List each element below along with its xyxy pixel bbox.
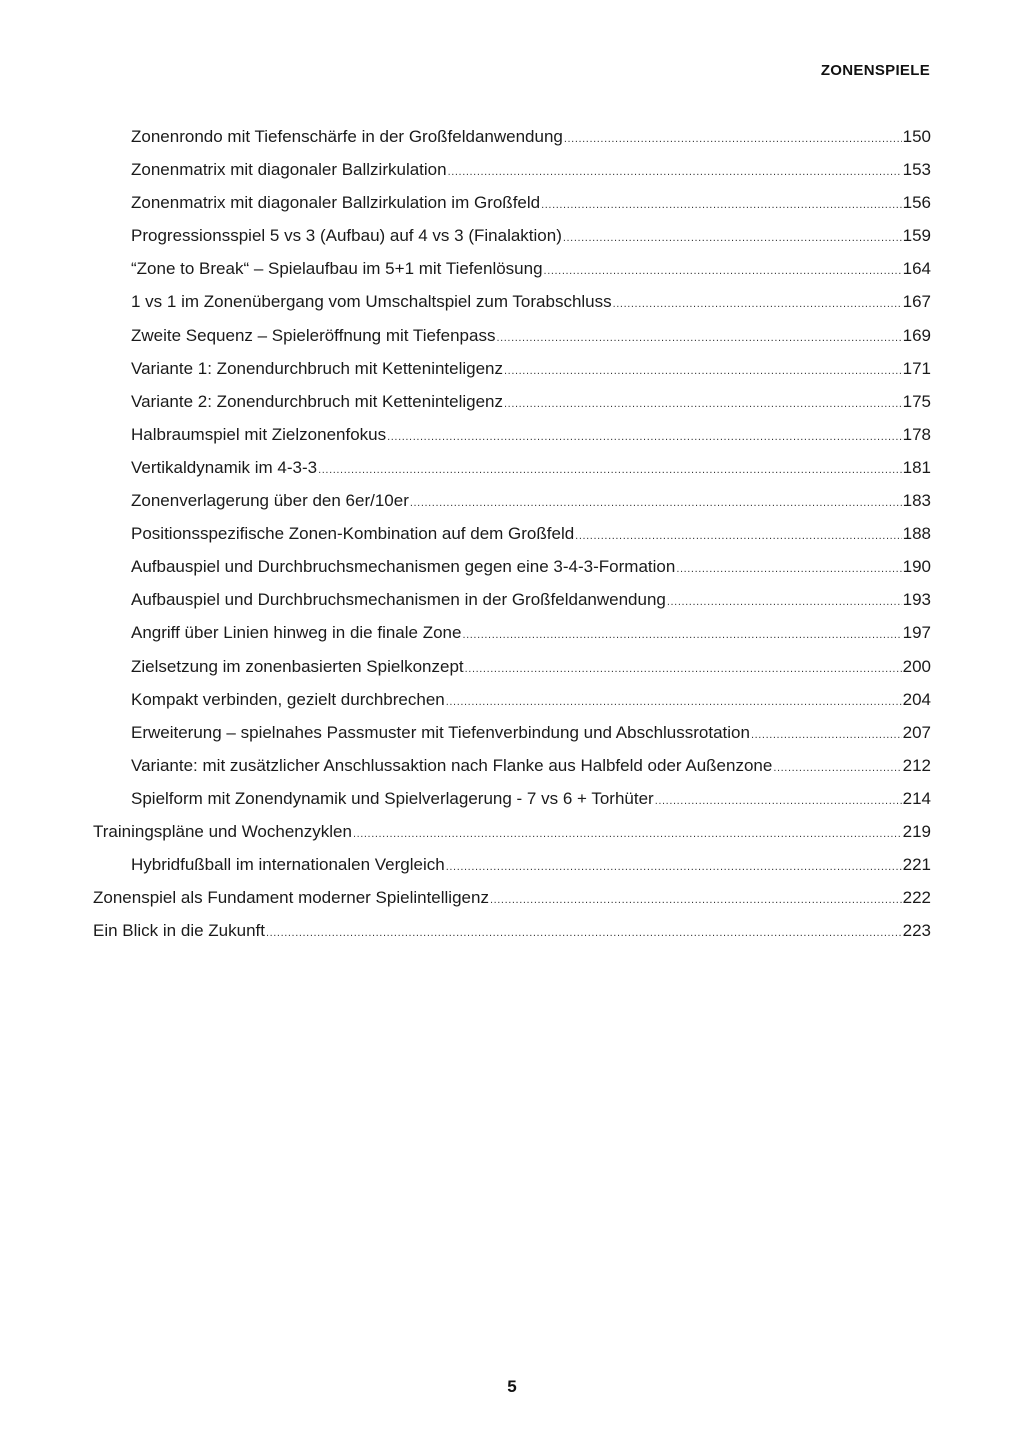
toc-entry-title: Trainingspläne und Wochenzyklen [93,821,352,841]
toc-entry-title: “Zone to Break“ – Spielaufbau im 5+1 mit Tiefenlösung [131,259,543,279]
toc-entry-title: 1 vs 1 im Zonenübergang vom Umschaltspiel zum Torabschluss [131,292,612,312]
toc-entry-title: Angriff über Linien hinweg in die finale Zone [131,623,462,643]
toc-dot-leader [667,586,902,619]
toc-entry-page: 156 [902,193,931,213]
toc-entry[interactable] [93,716,931,749]
toc-entry-page: 150 [902,127,931,146]
toc-entry-page: 171 [902,358,931,378]
toc-entry-page: 167 [902,292,931,312]
toc-entry-page: 214 [902,788,931,808]
toc-entry-title: Erweiterung – spielnahes Passmuster mit Tiefenverbindung und Abschlussrotation [131,722,750,742]
toc-entry[interactable] [93,848,931,881]
toc-entry-title: Variante: mit zusätzlicher Anschlussaktion nach Flanke aus Halbfeld oder Außenzone [131,755,773,775]
toc-dot-leader [353,818,902,851]
toc-entry-page: 200 [902,656,931,676]
toc-entry-page: 175 [902,391,931,411]
toc-entry-title: Aufbauspiel und Durchbruchsmechanismen gegen eine 3-4-3-Formation [131,557,676,577]
toc-entry[interactable] [93,616,931,649]
toc-dot-leader [318,454,902,487]
toc-entry[interactable] [93,451,931,484]
toc-entry-title: Zielsetzung im zonenbasierten Spielkonzept [131,656,464,676]
toc-entry-title: Zonenrondo mit Tiefenschärfe in der Großfeldanwendung [131,127,563,146]
table-of-contents [93,120,931,947]
toc-entry[interactable] [93,319,931,352]
toc-entry[interactable] [93,914,931,947]
toc-dot-leader [655,785,902,818]
toc-entry[interactable] [93,815,931,848]
toc-entry[interactable] [93,881,931,914]
toc-entry-page: 222 [902,888,931,908]
toc-entry-page: 219 [902,821,931,841]
toc-entry[interactable] [93,782,931,815]
toc-entry-title: Halbraumspiel mit Zielzonenfokus [131,424,387,444]
toc-entry[interactable] [93,120,931,153]
toc-dot-leader [563,222,902,255]
toc-dot-leader [544,255,902,288]
toc-entry-page: 183 [902,491,931,511]
toc-entry[interactable] [93,550,931,583]
toc-dot-leader [751,719,902,752]
toc-entry-page: 204 [902,689,931,709]
toc-entry-title: Zonenmatrix mit diagonaler Ballzirkulation im Großfeld [131,193,541,213]
toc-entry[interactable] [93,484,931,517]
toc-entry-page: 153 [902,160,931,180]
toc-entry-page: 164 [902,259,931,279]
toc-entry-page: 181 [902,457,931,477]
toc-dot-leader [773,752,901,785]
toc-entry-title: Hybridfußball im internationalen Vergleich [131,855,445,875]
toc-entry-title: Zonenverlagerung über den 6er/10er [131,491,409,511]
page-number: 5 [507,1377,517,1396]
toc-entry-page: 223 [902,921,931,941]
toc-entry-title: Progressionsspiel 5 vs 3 (Aufbau) auf 4 vs 3 (Finalaktion) [131,226,562,246]
toc-entry-title: Zweite Sequenz – Spieleröffnung mit Tiefenpass [131,325,496,345]
toc-entry-page: 178 [902,424,931,444]
toc-dot-leader [504,355,902,388]
toc-dot-leader [676,553,901,586]
toc-dot-leader [564,123,902,156]
toc-entry[interactable] [93,749,931,782]
toc-dot-leader [575,520,901,553]
running-header: ZONENSPIELE [820,62,930,79]
toc-dot-leader [541,189,902,222]
toc-entry-title: Variante 1: Zonendurchbruch mit Ketteninteligenz [131,358,504,378]
toc-entry-title: Positionsspezifische Zonen-Kombination auf dem Großfeld [131,524,575,544]
toc-entry-title: Ein Blick in die Zukunft [93,921,265,941]
toc-entry[interactable] [93,583,931,616]
toc-dot-leader [266,917,902,950]
toc-entry-page: 197 [902,623,931,643]
toc-dot-leader [504,388,902,421]
toc-dot-leader [496,322,901,355]
toc-entry-title: Kompakt verbinden, gezielt durchbrechen [131,689,445,709]
toc-entry-page: 159 [902,226,931,246]
toc-entry-page: 188 [902,524,931,544]
toc-entry[interactable] [93,418,931,451]
toc-entry-title: Vertikaldynamik im 4-3-3 [131,457,318,477]
toc-dot-leader [410,487,902,520]
toc-dot-leader [446,686,902,719]
toc-entry-title: Zonenspiel als Fundament moderner Spielintelligenz [93,888,489,908]
toc-entry[interactable] [93,153,931,186]
toc-entry[interactable] [93,650,931,683]
toc-entry-page: 190 [902,557,931,577]
toc-entry-title: Variante 2: Zonendurchbruch mit Ketteninteligenz [131,391,504,411]
toc-dot-leader [613,288,902,321]
toc-dot-leader [448,156,902,189]
toc-entry[interactable] [93,352,931,385]
toc-entry-title: Aufbauspiel und Durchbruchsmechanismen in der Großfeldanwendung [131,590,666,610]
toc-entry-page: 193 [902,590,931,610]
toc-entry[interactable] [93,219,931,252]
toc-dot-leader [490,884,902,917]
toc-entry-page: 212 [902,755,931,775]
toc-entry[interactable] [93,517,931,550]
toc-entry[interactable] [93,252,931,285]
toc-dot-leader [387,421,902,454]
toc-dot-leader [465,653,902,686]
toc-dot-leader [462,619,901,652]
toc-entry-title: Zonenmatrix mit diagonaler Ballzirkulation [131,160,447,180]
toc-entry[interactable] [93,186,931,219]
toc-entry[interactable] [93,285,931,318]
toc-entry[interactable] [93,683,931,716]
toc-entry-title: Spielform mit Zonendynamik und Spielverlagerung - 7 vs 6 + Torhüter [131,788,654,808]
toc-entry-page: 221 [902,855,931,875]
toc-entry-page: 207 [902,722,931,742]
toc-entry-page: 169 [902,325,931,345]
toc-dot-leader [446,851,902,884]
toc-entry[interactable] [93,385,931,418]
